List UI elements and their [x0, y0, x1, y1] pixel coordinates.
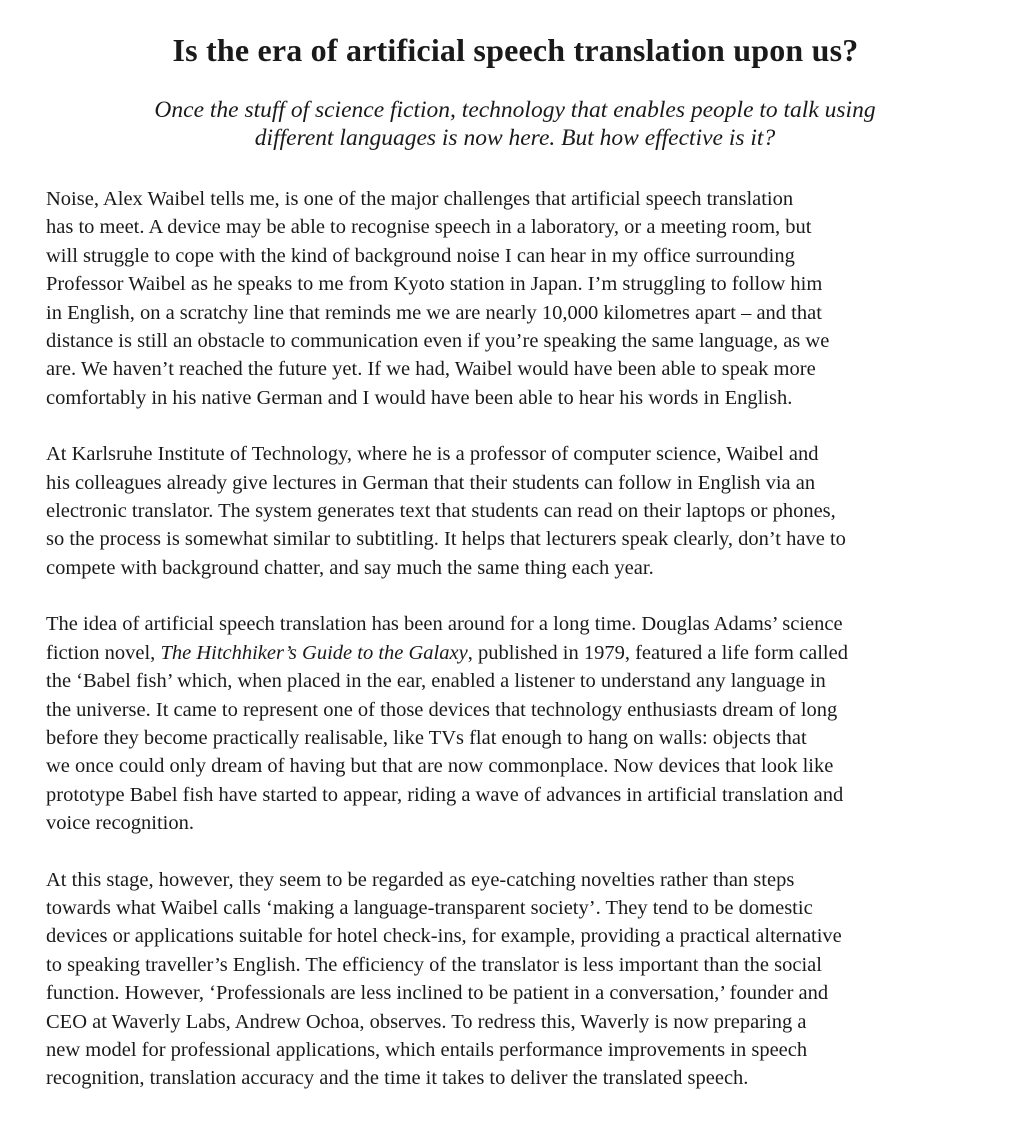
paragraph-2: [46, 440, 1006, 582]
paragraph-line: are. We haven’t reached the future yet. If we had, Waibel would have been able to speak more: [46, 358, 816, 381]
paragraph-line: will struggle to cope with the kind of background noise I can hear in my office surrounding: [46, 244, 795, 267]
paragraph-line: to speaking traveller’s English. The efficiency of the translator is less important than the social: [46, 953, 822, 976]
paragraph-line: prototype Babel fish have started to appear, riding a wave of advances in artificial translation and: [46, 783, 844, 806]
standfirst-line: Once the stuff of science fiction, technology that enables people to talk using: [154, 97, 876, 123]
line-text: fiction novel,: [46, 641, 161, 664]
paragraph-line: so the process is somewhat similar to subtitling. It helps that lecturers speak clearly, don’t have to: [46, 528, 846, 551]
paragraph-line: towards what Waibel calls ‘making a language-transparent society’. They tend to be domestic: [46, 896, 813, 919]
paragraph-line: before they become practically realisable, like TVs flat enough to hang on walls: objects that: [46, 726, 807, 749]
paragraph-line: voice recognition.: [46, 812, 195, 835]
paragraph-line: At Karlsruhe Institute of Technology, where he is a professor of computer science, Waibel and: [46, 443, 819, 466]
paragraph-line: function. However, ‘Professionals are less inclined to be patient in a conversation,’ founder and: [46, 982, 829, 1005]
book-title: The Hitchhiker’s Guide to the Galaxy: [160, 641, 468, 664]
paragraph-line: has to meet. A device may be able to recognise speech in a laboratory, or a meeting room, but: [46, 216, 812, 239]
standfirst-line: different languages is now here. But how effective is it?: [254, 125, 776, 151]
paragraph-1: [46, 185, 1006, 412]
paragraph-line: electronic translator. The system generates text that students can read on their laptops or phones,: [46, 500, 836, 523]
paragraph-line-with-title: [46, 639, 1006, 667]
paragraph-line: comfortably in his native German and I would have been able to hear his words in English.: [46, 386, 793, 409]
paragraph-line: The idea of artificial speech translation has been around for a long time. Douglas Adams’ science: [46, 613, 843, 636]
paragraph-line: Professor Waibel as he speaks to me from Kyoto station in Japan. I’m struggling to follow him: [46, 273, 823, 296]
paragraph-line: new model for professional applications, which entails performance improvements in speech: [46, 1038, 808, 1061]
paragraph-line: CEO at Waverly Labs, Andrew Ochoa, observes. To redress this, Waverly is now preparing a: [46, 1010, 807, 1033]
paragraph-line: the ‘Babel fish’ which, when placed in the ear, enabled a listener to understand any language in: [46, 670, 826, 693]
paragraph-line: compete with background chatter, and say much the same thing each year.: [46, 556, 654, 579]
paragraph-line: the universe. It came to represent one of those devices that technology enthusiasts dream of long: [46, 698, 838, 721]
article-standfirst: [70, 96, 960, 152]
line-text: , published in 1979, featured a life form called: [467, 641, 848, 664]
paragraph-line: in English, on a scratchy line that reminds me we are nearly 10,000 kilometres apart – and that: [46, 301, 822, 324]
paragraph-line: Noise, Alex Waibel tells me, is one of the major challenges that artificial speech translation: [46, 188, 794, 210]
article-headline: Is the era of artificial speech translation upon us?: [172, 32, 859, 68]
paragraph-4: [46, 866, 1006, 1093]
paragraph-3: [46, 610, 1006, 837]
paragraph-line: distance is still an obstacle to communication even if you’re speaking the same language, as we: [46, 330, 830, 353]
paragraph-line: At this stage, however, they seem to be regarded as eye-catching novelties rather than steps: [46, 868, 795, 891]
paragraph-line: devices or applications suitable for hotel check-ins, for example, providing a practical alternative: [46, 925, 842, 948]
article-body: [46, 185, 1006, 1121]
paragraph-line: his colleagues already give lectures in German that their students can follow in English via an: [46, 471, 816, 494]
paragraph-line: we once could only dream of having but that are now commonplace. Now devices that look like: [46, 755, 834, 778]
paragraph-line: recognition, translation accuracy and the time it takes to deliver the translated speech.: [46, 1067, 749, 1090]
